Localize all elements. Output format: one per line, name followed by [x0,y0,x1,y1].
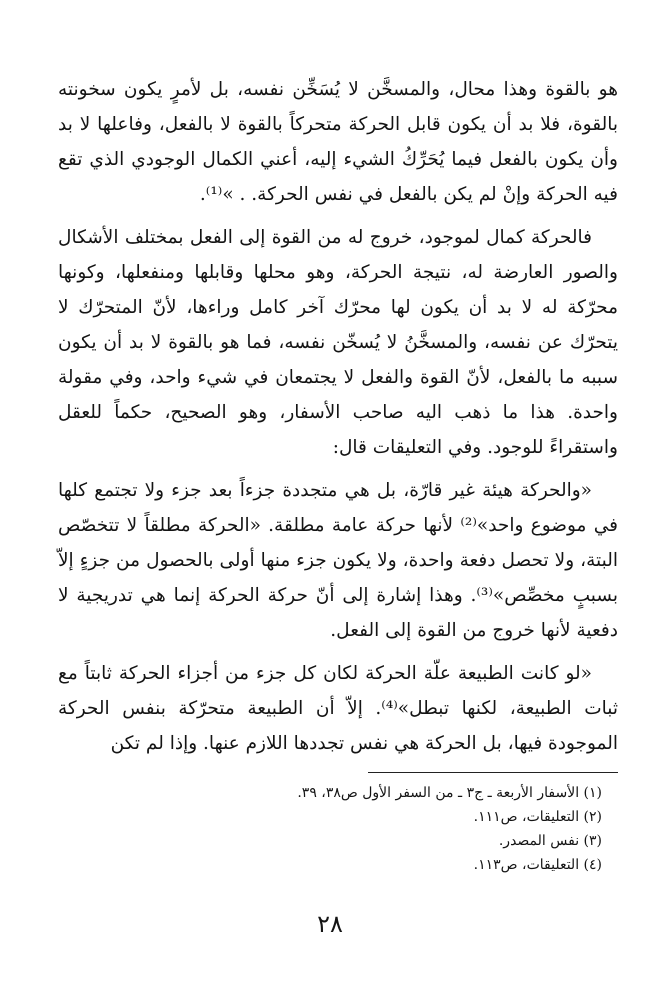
paragraph-3: «والحركة هيئة غير قارّة، بل هي متجددة جزءاً بعد جزء ولا تجتمع كلها في موضوع واحد»⁽²⁾ لأنها حركة عامة مطلقة. «الحركة مطلقاً لا تتخصّص البتة، ولا تحصل دفعة واحدة، ولا يكون جزء منها أولى بالحصول من جزءٍ إلاّ بسببٍ مخصِّص»⁽³⁾. وهذا إشارة إلى أنّ حركة الحركة إنما هي تدريجية لا دفعية لأنها خروج من القوة إلى الفعل. [58,480,619,641]
footnote-1: (١) الأسفار الأربعة ـ ج٣ ـ من السفر الأول ص٣٨، ٣٩. [297,785,602,801]
footnote-3: (٣) نفس المصدر. [498,833,602,849]
paragraph-2: فالحركة كمال لموجود، خروج له من القوة إلى الفعل بمختلف الأشكال والصور العارضة له، نتيجة الحركة، وهو محلها وقابلها ومنفعلها، وكونها محرّكة له لا بد أن يكون لها محرّك آخر كامل وراءها، لأنّ المتحرّك لا يتحرّك عن نفسه، والمسخَّنُ لا يُسخّن نفسه، فما هو بالقوة لا بد أن يكون سببه ما بالفعل، لأنّ القوة والفعل لا يجتمعان في شيء واحد، وفي مقولة واحدة. هذا ما ذهب اليه صاحب الأسفار، وهو الصحيح، حكماً للعقل واستقراءً للوجود. وفي التعليقات قال: [58,227,618,458]
footnote-2: (٢) التعليقات، ص١١١. [473,809,602,825]
page-number: ٢٨ [317,910,343,938]
paragraph-1: هو بالقوة وهذا محال، والمسخَّن لا يُسَخِّن نفسه، بل لأمرٍ يكون سخونته بالقوة، فلا بد أن يكون قابل الحركة متحركاً بالقوة لا بالفعل، وفاعلها لا بد وأن يكون بالفعل فيما يُحَرِّكُ الشيء إليه، أعني الكمال الوجودي الذي تقع فيه الحركة وإنْ لم يكن بالفعل في نفس الحركة. . »⁽¹⁾. [58,79,618,205]
main-text [58,72,618,761]
footnote-list [58,781,618,877]
footnotes [58,772,618,877]
footnote-4: (٤) التعليقات، ص١١٣. [473,857,602,873]
footnote-divider [368,772,618,773]
paragraph-4: «لو كانت الطبيعة علّة الحركة لكان كل جزء من أجزاء الحركة ثابتاً مع ثبات الطبيعة، لكنها تبطل»⁽⁴⁾. إلاّ أن الطبيعة متحرّكة بنفس الحركة الموجودة فيها، بل الحركة هي نفس تجددها اللازم عنها. وإذا لم تكن [58,663,618,754]
